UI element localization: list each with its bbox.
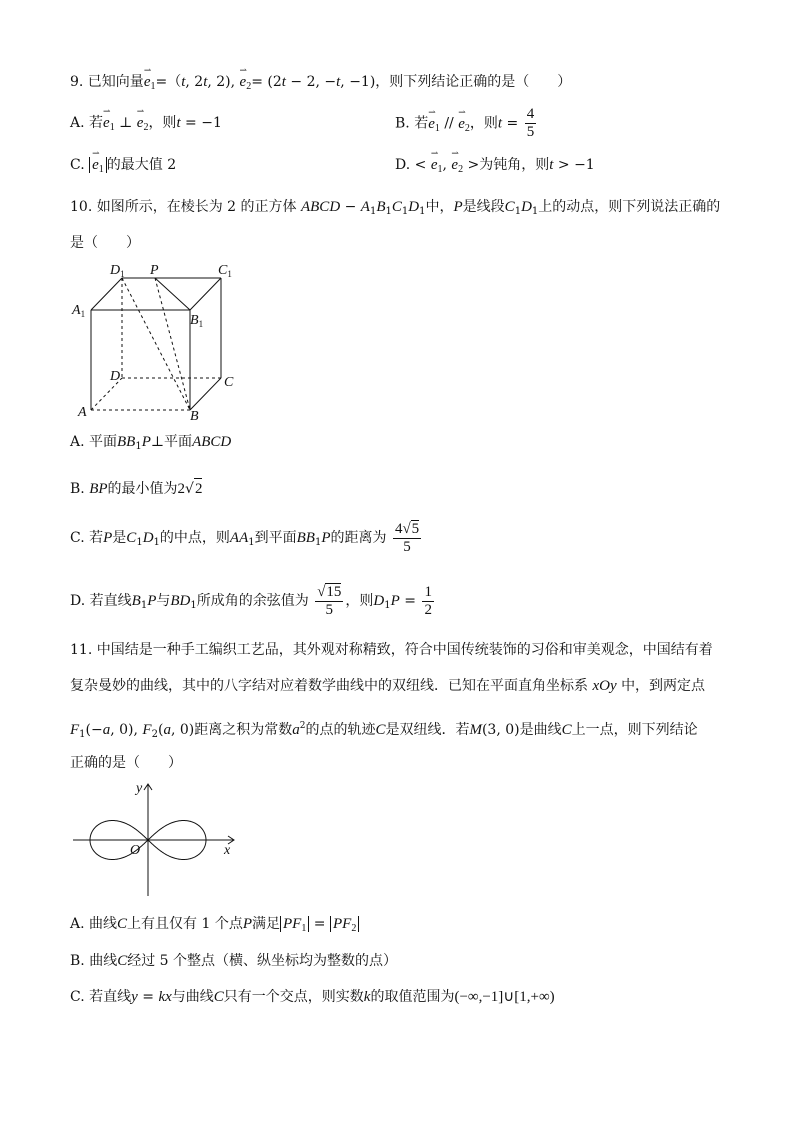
label-C: C bbox=[224, 375, 234, 390]
q10-option-b: B. BP的最小值为2√2 bbox=[70, 478, 202, 499]
edge-a1d1 bbox=[91, 278, 122, 310]
label-O: O bbox=[130, 843, 141, 858]
label-x: x bbox=[224, 843, 231, 858]
edge-bc bbox=[190, 378, 221, 410]
q11-option-b: B. 曲线C经过 5 个整点（横、纵坐标均为整数的点） bbox=[70, 953, 398, 969]
q9-option-c: C. ⇀ $e_1$ 的最大值 2 bbox=[70, 155, 176, 180]
lemniscate-figure bbox=[70, 778, 250, 900]
q10-stem-line1: 10. 如图所示，在棱长为 2 的正方体 ABCD − $A_1B_1C_1D_1$中，P是线段$C_1D_1$上的动点，则下列说法正确的 bbox=[70, 199, 721, 217]
label-A1: $A_1$ bbox=[72, 303, 86, 319]
label-A: A bbox=[78, 405, 87, 420]
q9-stem: 9. 已知向量⇀ $e_1=(t$, 2t, 2), ⇀ $e_2= (2t - 2$, −t, −1)，则下列结论正确的是（ ） bbox=[70, 72, 571, 97]
q9-option-b: B. 若⇀ $e_1$ // ⇀ $e_2$，则t = $\frac{4}{5}$ bbox=[395, 106, 538, 141]
q9-option-d: D. < ⇀ $e_1$, ⇀ $e_2$ >为钝角，则t > −1 bbox=[395, 155, 595, 180]
fraction-4root5-5: $\frac{4√5}{5}$ bbox=[394, 521, 420, 555]
fraction-1-2: $\frac{1}{2}$ bbox=[424, 583, 432, 618]
label-B: B bbox=[190, 409, 199, 422]
cube-figure bbox=[70, 258, 250, 422]
q10-stem-line2: 是（ ） bbox=[70, 235, 140, 251]
edge-c1b1 bbox=[190, 278, 221, 310]
q10-option-d: D. 若直线$B_1P$与$BD_1$所成角的余弦值为 $\frac{√15}{5}$ ，则$D_1P$ = $\frac{1}{2}$ bbox=[70, 583, 432, 618]
line-pb bbox=[155, 278, 190, 410]
fraction-root15-5: $\frac{√15}{5}$ bbox=[317, 584, 342, 618]
q11-stem-line4: 正确的是（ ） bbox=[70, 755, 182, 771]
label-C1: $C_1$ bbox=[218, 263, 232, 279]
q11-stem-line1: 11. 中国结是一种手工编织工艺品，其外观对称精致，符合中国传统装饰的习俗和审美观念，中国结有着 bbox=[70, 642, 713, 658]
label-y: y bbox=[136, 781, 143, 796]
label-P: P bbox=[150, 263, 159, 278]
q10-option-c: C. 若P是$C_1D_1$的中点，则$AA_1$到平面$BB_1P$的距离为 $\frac{4√5}{5}$ bbox=[70, 521, 420, 555]
label-D1: $D_1$ bbox=[110, 263, 125, 279]
q11-option-a: A. 曲线C上有且仅有 1 个点P满足 $PF_1 = PF_2$ bbox=[70, 914, 359, 939]
q10-option-a: A. 平面$BB_1P\perp$平面ABCD bbox=[70, 434, 232, 452]
q9-option-a: A. 若⇀ $e_1$ ⊥ ⇀ $e_2$，则t = −1 bbox=[70, 113, 222, 138]
label-B1: $B_1$ bbox=[190, 313, 204, 329]
q11-option-c: C. 若直线y = kx与曲线C只有一个交点，则实数k的取值范围为(−∞,−1]∪[1,+∞) bbox=[70, 989, 555, 1005]
q11-stem-line2: 复杂曼妙的曲线，其中的八字结对应着数学曲线中的双纽线．已知在平面直角坐标系 xOy 中，到两定点 bbox=[70, 678, 706, 694]
q11-stem-line3: $F_1(-a$, 0), $F_2(a$, 0)距离之积为常数$a^2$的点的轨迹C是双纽线．若M(3, 0)是曲线C上一点，则下列结论 bbox=[70, 721, 698, 740]
diag-d1b bbox=[122, 278, 190, 410]
fraction-4-5: $\frac{4}{5}$ bbox=[526, 106, 535, 140]
line-pb1 bbox=[155, 278, 190, 310]
label-D: D bbox=[110, 369, 121, 384]
